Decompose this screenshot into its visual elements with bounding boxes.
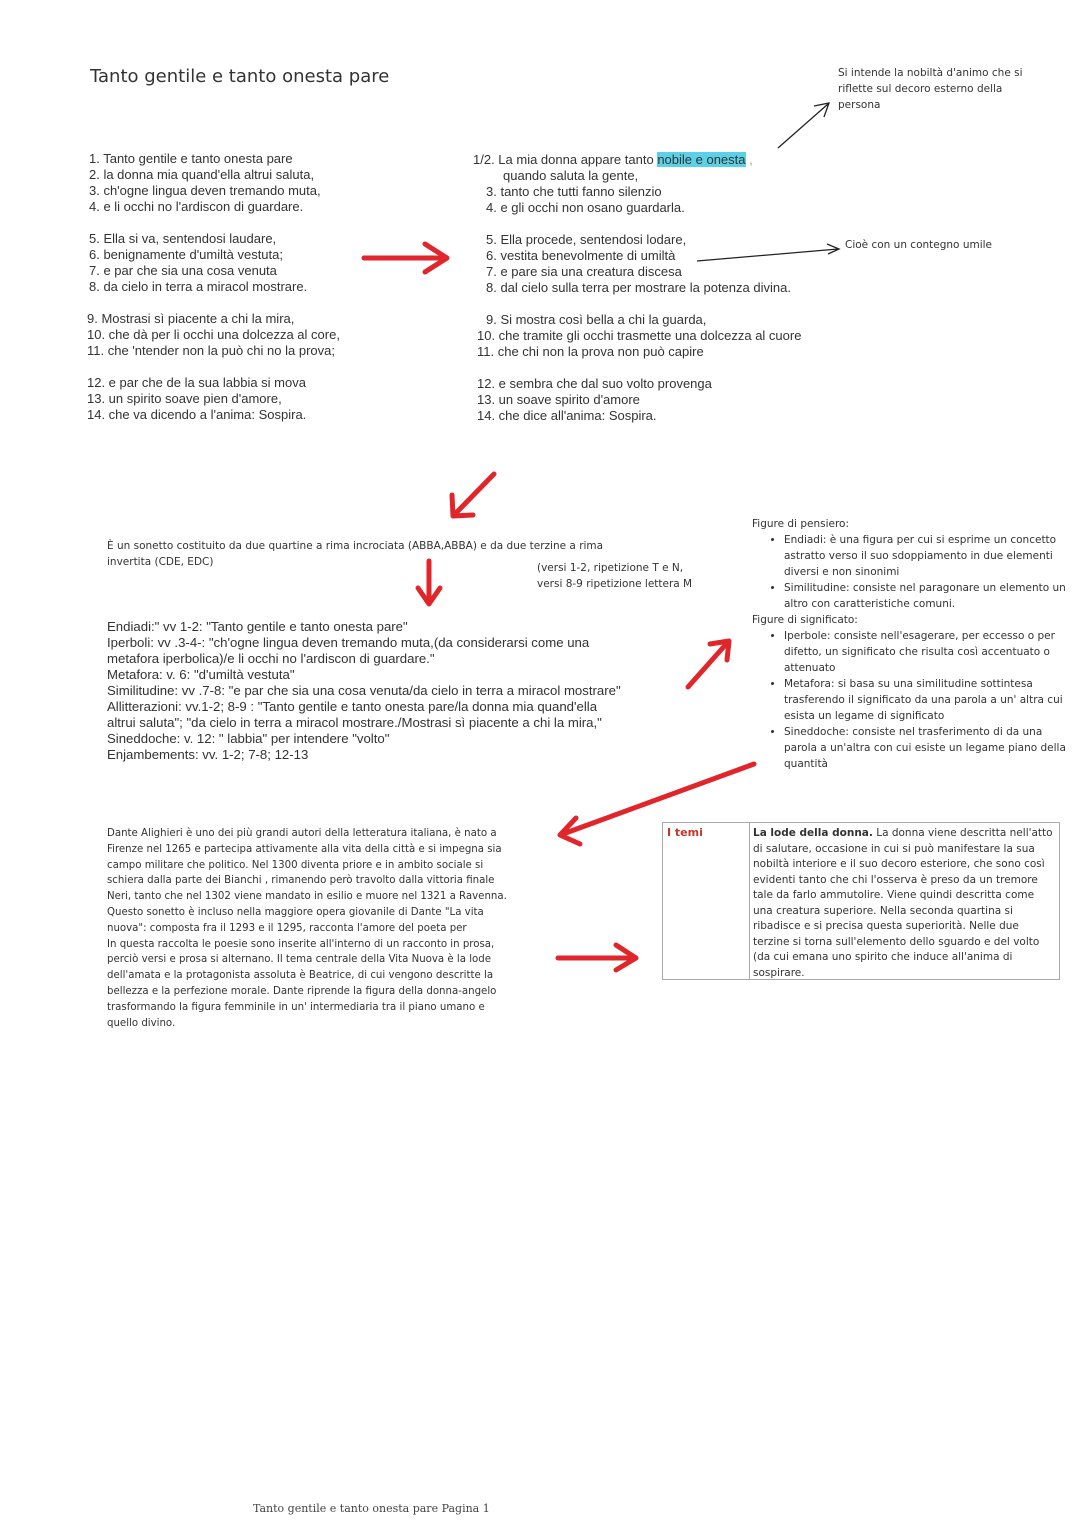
analysis-line: Iperboli: vv .3-4-: "ch'ogne lingua deven tremando muta,(da considerarsi come una [107, 635, 590, 650]
verse: 3. tanto che tutti fanno silenzio [486, 184, 662, 199]
verse: 1. Tanto gentile e tanto onesta pare [89, 151, 293, 166]
note-line: riflette sul decoro esterno della [838, 83, 1003, 95]
figure-significato-title: Figure di significato: [752, 614, 858, 626]
red-arrow-long-left [563, 764, 754, 834]
bio-line: Dante Alighieri è uno dei più grandi autori della letteratura italiana, è nato a [107, 828, 497, 839]
desc-line: invertita (CDE, EDC) [107, 556, 214, 568]
analysis-line: metafora iperbolica)/e li occhi no l'ardiscon di guardare." [107, 651, 435, 666]
definition-item: • Metafora: si basa su una similitudine sottintesa trasferendo il significato da una parola a un' altra cui esista un legame di significato [784, 676, 1070, 724]
analysis-line: Endiadi:" vv 1-2: "Tanto gentile e tanto onesta pare" [107, 619, 408, 634]
verse: 7. e par che sia una cosa venuta [89, 263, 277, 278]
bio-line: schiera dalla parte dei Bianchi , rimanendo però travolto dalla vittoria finale [107, 875, 495, 887]
verse: 5. Ella procede, sentendosi lodare, [486, 232, 687, 247]
analysis-line: Allitterazioni: vv.1-2; 8-9 : "Tanto gentile e tanto onesta pare/la donna mia quand'ella [107, 699, 598, 714]
bio-line: perciò versi e prosa si alternano. Il tema centrale della Vita Nuova è la lode [107, 954, 492, 966]
analysis-line: Metafora: v. 6: "d'umiltà vestuta" [107, 667, 295, 682]
red-arrow-down-left [455, 474, 494, 514]
page-footer: Tanto gentile e tanto onesta pare Pagina 1 [253, 1502, 490, 1515]
bio-line: Questo sonetto è incluso nella maggiore opera giovanile di Dante "La vita [107, 906, 484, 918]
verse: 9. Si mostra così bella a chi la guarda, [486, 312, 707, 327]
verse: 12. e par che de la sua labbia si mova [87, 375, 306, 390]
bio-line: trasformando la figura femminile in un' intermediaria tra il piano umano e [107, 1001, 485, 1013]
definition-item: • Sineddoche: consiste nel trasferimento di da una parola a un'altra con cui esiste un legame piano della quantità [784, 724, 1070, 772]
verse: 4. e li occhi no l'ardiscon di guardare. [89, 199, 304, 214]
verse: quando saluta la gente, [503, 168, 639, 183]
temi-label: I temi [667, 826, 703, 839]
verse: 6. vestita benevolmente di umiltà [486, 248, 676, 263]
bio-line: campo militare che politico. Nel 1300 diventa priore e in ambito sociale si [107, 859, 484, 871]
highlighted-text: nobile e onesta [657, 152, 746, 167]
verse-prefix: 1/2. La mia donna appare tanto [473, 152, 658, 167]
note-line: Si intende la nobiltà d'animo che si [838, 67, 1023, 79]
analysis-line: Enjambements: vv. 1-2; 7-8; 12-13 [107, 747, 309, 762]
verse: 11. che 'ntender non la può chi no la prova; [87, 343, 335, 358]
verse: 13. un spirito soave pien d'amore, [87, 391, 282, 406]
verse: 8. dal cielo sulla terra per mostrare la potenza divina. [486, 280, 791, 295]
verse: 6. benignamente d'umiltà vestuta; [89, 247, 283, 262]
red-arrow-up-right [688, 642, 728, 687]
verse: 14. che dice all'anima: Sospira. [477, 408, 657, 423]
verse: 11. che chi non la prova non può capire [477, 344, 704, 359]
verse: 5. Ella si va, sentendosi laudare, [89, 231, 277, 246]
note-line: (versi 1-2, ripetizione T e N, [537, 562, 684, 574]
bio-line: quello divino. [107, 1017, 176, 1029]
bio-line: dell'amata e la protagonista assoluta è Beatrice, di cui vengono descritte la [107, 970, 494, 982]
verse: 2. la donna mia quand'ella altrui saluta, [89, 167, 315, 182]
verse: 3. ch'ogne lingua deven tremando muta, [89, 183, 321, 198]
verse: 9. Mostrasi sì piacente a chi la mira, [87, 311, 295, 326]
verse: 12. e sembra che dal suo volto provenga [477, 376, 712, 391]
bio-line: In questa raccolta le poesie sono inserite all'interno di un racconto in prosa, [107, 938, 495, 950]
bio-line: Firenze nel 1265 e partecipa attivamente alla vita della città e si impegna sia [107, 843, 502, 855]
verse: 14. che va dicendo a l'anima: Sospira. [87, 407, 307, 422]
desc-line: È un sonetto costituito da due quartine a rima incrociata (ABBA,ABBA) e da due terzine a rima [107, 540, 604, 552]
verse-suffix: , [745, 152, 753, 167]
bio-line: Neri, tanto che nel 1302 viene mandato in esilio e muore nel 1321 a Ravenna. [107, 891, 507, 903]
bio-line: nuova": composta fra il 1293 e il 1295, racconta l'amore del poeta per [107, 922, 467, 934]
verse: 7. e pare sia una creatura discesa [486, 264, 682, 279]
verse: 8. da cielo in terra a miracol mostrare. [89, 279, 308, 294]
analysis-line: Similitudine: vv .7-8: "e par che sia una cosa venuta/da cielo in terra a miracol mostrare" [107, 683, 621, 698]
analysis-line: altrui saluta"; "da cielo in terra a miracol mostrare./Mostrasi sì piacente a chi la mira," [107, 715, 602, 730]
definition-item: • Endiadi: è una figura per cui si esprime un concetto astratto verso il suo sdoppiamento in due elementi diversi e non sinonimi [784, 532, 1070, 580]
verse: 10. che dà per li occhi una dolcezza al core, [87, 327, 340, 342]
bio-line: bellezza e la perfezione morale. Dante riprende la figura della donna-angelo [107, 985, 497, 997]
note-line: versi 8-9 ripetizione lettera M [537, 578, 693, 590]
temi-body: La donna viene descritta nell'atto di salutare, occasione in cui si può manifestare la sua nobiltà interiore e il suo decoro esteriore, che sono così evidenti tanto che chi l'osserva è preso da un tremore tale da farlo ammutolire. Viene quindi descritta come una creatura superiore. Nella seconda quartina si ribadisce e si precisa questa superiorità. Nelle due terzine si torna sull'elemento dello sguardo e del volto (da cui emana uno spirito che induce all'anima di sospirare. [753, 827, 1053, 979]
temi-heading: La lode della donna. [753, 827, 873, 839]
page-title: Tanto gentile e tanto onesta pare [90, 66, 390, 87]
verse: 10. che tramite gli occhi trasmette una dolcezza al cuore [477, 328, 802, 343]
black-arrow-umile [697, 249, 838, 261]
verse: 4. e gli occhi non osano guardarla. [486, 200, 685, 215]
analysis-line: Sineddoche: v. 12: " labbia" per intendere "volto" [107, 731, 390, 746]
black-arrow-nobilta [778, 104, 828, 148]
verse: 13. un soave spirito d'amore [477, 392, 640, 407]
definition-item: • Iperbole: consiste nell'esagerare, per eccesso o per difetto, un significato che risulta così accentuato o attenuato [784, 628, 1070, 676]
note-line: persona [838, 99, 881, 111]
figure-pensiero-title: Figure di pensiero: [752, 518, 849, 530]
note-umile: Cioè con un contegno umile [845, 239, 992, 251]
definition-item: • Similitudine: consiste nel paragonare un elemento un altro con caratteristiche comuni. [784, 580, 1070, 612]
